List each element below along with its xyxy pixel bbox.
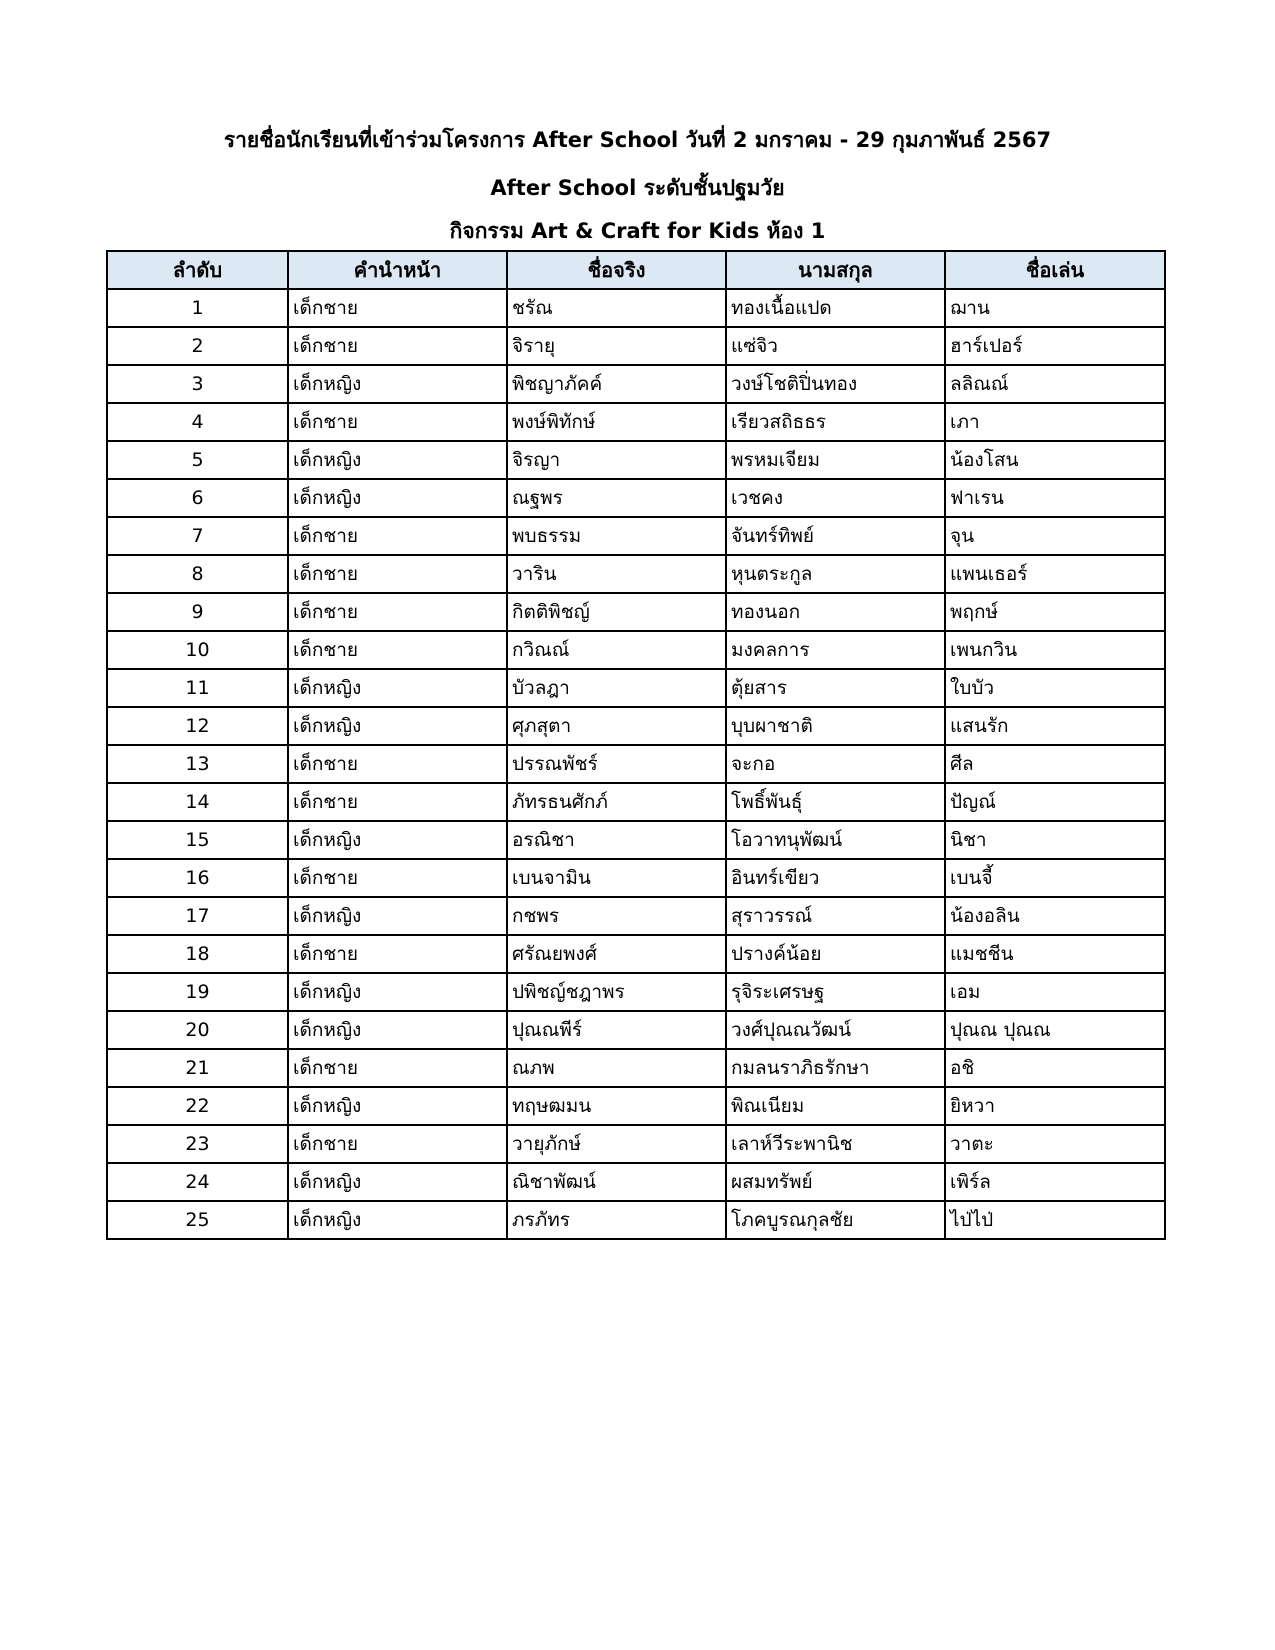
cell-nickname: แมชชีน xyxy=(945,935,1165,973)
cell-prefix: เด็กหญิง xyxy=(288,707,507,745)
cell-nickname: เพิร์ล xyxy=(945,1163,1165,1201)
document-subtitle: After School ระดับชั้นปฐมวัย xyxy=(490,176,785,200)
cell-number: 12 xyxy=(107,707,288,745)
cell-number: 7 xyxy=(107,517,288,555)
cell-nickname: เภา xyxy=(945,403,1165,441)
table-row xyxy=(107,327,1165,365)
table-body xyxy=(107,289,1165,1239)
cell-first-name: พิชญาภัคค์ xyxy=(507,365,726,403)
cell-number: 5 xyxy=(107,441,288,479)
header-row xyxy=(107,251,1165,289)
cell-first-name: กวิณณ์ xyxy=(507,631,726,669)
cell-first-name: เบนจามิน xyxy=(507,859,726,897)
cell-nickname: น้องโสน xyxy=(945,441,1165,479)
table-row xyxy=(107,441,1165,479)
cell-nickname: ฌาน xyxy=(945,289,1165,327)
cell-nickname: ไป่ไป่ xyxy=(945,1201,1165,1239)
cell-first-name: ศรัณยพงศ์ xyxy=(507,935,726,973)
cell-nickname: ลลิณณ์ xyxy=(945,365,1165,403)
cell-first-name: กชพร xyxy=(507,897,726,935)
cell-number: 14 xyxy=(107,783,288,821)
table-row xyxy=(107,1201,1165,1239)
cell-number: 8 xyxy=(107,555,288,593)
cell-first-name: วายุภักษ์ xyxy=(507,1125,726,1163)
cell-prefix: เด็กหญิง xyxy=(288,441,507,479)
cell-number: 4 xyxy=(107,403,288,441)
cell-last-name: วงษ์โชติปิ่นทอง xyxy=(726,365,945,403)
cell-first-name: กิตติพิชญ์ xyxy=(507,593,726,631)
table-row xyxy=(107,1087,1165,1125)
cell-number: 16 xyxy=(107,859,288,897)
cell-prefix: เด็กชาย xyxy=(288,517,507,555)
cell-prefix: เด็กหญิง xyxy=(288,1163,507,1201)
table-row xyxy=(107,631,1165,669)
cell-nickname: ปัญณ์ xyxy=(945,783,1165,821)
cell-last-name: จะกอ xyxy=(726,745,945,783)
cell-first-name: พงษ์พิทักษ์ xyxy=(507,403,726,441)
cell-prefix: เด็กหญิง xyxy=(288,1201,507,1239)
cell-first-name: ณภพ xyxy=(507,1049,726,1087)
cell-nickname: เอม xyxy=(945,973,1165,1011)
column-header-number: ลำดับ xyxy=(107,251,288,289)
cell-prefix: เด็กชาย xyxy=(288,859,507,897)
cell-prefix: เด็กชาย xyxy=(288,555,507,593)
cell-number: 22 xyxy=(107,1087,288,1125)
table-row xyxy=(107,1049,1165,1087)
cell-nickname: ฮาร์เปอร์ xyxy=(945,327,1165,365)
cell-number: 24 xyxy=(107,1163,288,1201)
cell-first-name: ชรัณ xyxy=(507,289,726,327)
cell-prefix: เด็กชาย xyxy=(288,593,507,631)
cell-first-name: ณฐพร xyxy=(507,479,726,517)
cell-first-name: ภัทรธนศักภ์ xyxy=(507,783,726,821)
cell-last-name: พิณเนียม xyxy=(726,1087,945,1125)
cell-nickname: ใบบัว xyxy=(945,669,1165,707)
table-row xyxy=(107,555,1165,593)
table-row xyxy=(107,1125,1165,1163)
cell-prefix: เด็กชาย xyxy=(288,403,507,441)
cell-prefix: เด็กชาย xyxy=(288,289,507,327)
cell-prefix: เด็กชาย xyxy=(288,631,507,669)
cell-prefix: เด็กหญิง xyxy=(288,669,507,707)
cell-prefix: เด็กชาย xyxy=(288,1125,507,1163)
cell-first-name: ปพิชญ์ชฎาพร xyxy=(507,973,726,1011)
table-row xyxy=(107,1163,1165,1201)
cell-last-name: วงศ์ปุณณวัฒน์ xyxy=(726,1011,945,1049)
column-header-first-name: ชื่อจริง xyxy=(507,251,726,289)
cell-first-name: วาริน xyxy=(507,555,726,593)
cell-first-name: ณิชาพัฒน์ xyxy=(507,1163,726,1201)
cell-last-name: ทองเนื้อแปด xyxy=(726,289,945,327)
cell-last-name: บุบผาชาติ xyxy=(726,707,945,745)
table-row xyxy=(107,593,1165,631)
cell-last-name: โอวาทนุพัฒน์ xyxy=(726,821,945,859)
cell-nickname: นิชา xyxy=(945,821,1165,859)
cell-nickname: ปุณณ ปุณณ xyxy=(945,1011,1165,1049)
cell-prefix: เด็กหญิง xyxy=(288,897,507,935)
student-roster-table xyxy=(106,250,1166,1240)
cell-last-name: รุจิระเศรษฐ xyxy=(726,973,945,1011)
cell-last-name: พรหมเจียม xyxy=(726,441,945,479)
table-row xyxy=(107,517,1165,555)
cell-last-name: ทองนอก xyxy=(726,593,945,631)
cell-prefix: เด็กหญิง xyxy=(288,1087,507,1125)
cell-last-name: เรียวสถิธธร xyxy=(726,403,945,441)
cell-last-name: จันทร์ทิพย์ xyxy=(726,517,945,555)
cell-prefix: เด็กหญิง xyxy=(288,479,507,517)
cell-first-name: จิรญา xyxy=(507,441,726,479)
cell-last-name: เวชคง xyxy=(726,479,945,517)
cell-number: 9 xyxy=(107,593,288,631)
table-row xyxy=(107,365,1165,403)
cell-first-name: ปุณณพีร์ xyxy=(507,1011,726,1049)
cell-nickname: จุน xyxy=(945,517,1165,555)
cell-last-name: ตุ้ยสาร xyxy=(726,669,945,707)
cell-number: 18 xyxy=(107,935,288,973)
cell-prefix: เด็กชาย xyxy=(288,327,507,365)
cell-prefix: เด็กชาย xyxy=(288,745,507,783)
cell-nickname: แสนรัก xyxy=(945,707,1165,745)
cell-nickname: น้องอลิน xyxy=(945,897,1165,935)
column-header-nickname: ชื่อเล่น xyxy=(945,251,1165,289)
table-row xyxy=(107,707,1165,745)
cell-last-name: หุนตระกูล xyxy=(726,555,945,593)
cell-first-name: อรณิชา xyxy=(507,821,726,859)
column-header-last-name: นามสกุล xyxy=(726,251,945,289)
cell-number: 25 xyxy=(107,1201,288,1239)
cell-number: 21 xyxy=(107,1049,288,1087)
cell-last-name: อินทร์เขียว xyxy=(726,859,945,897)
cell-nickname: เบนจี้ xyxy=(945,859,1165,897)
cell-last-name: แซ่จิว xyxy=(726,327,945,365)
cell-last-name: มงคลการ xyxy=(726,631,945,669)
cell-prefix: เด็กหญิง xyxy=(288,1011,507,1049)
cell-nickname: ยิหวา xyxy=(945,1087,1165,1125)
table-row xyxy=(107,669,1165,707)
table-row xyxy=(107,403,1165,441)
activity-title: กิจกรรม Art & Craft for Kids ห้อง 1 xyxy=(449,219,826,243)
table-row xyxy=(107,859,1165,897)
cell-last-name: กมลนราภิธรักษา xyxy=(726,1049,945,1087)
cell-prefix: เด็กหญิง xyxy=(288,365,507,403)
cell-first-name: ปรรณพัชร์ xyxy=(507,745,726,783)
table-row xyxy=(107,973,1165,1011)
table-row xyxy=(107,935,1165,973)
cell-first-name: ทฤษฒมน xyxy=(507,1087,726,1125)
cell-first-name: พบธรรม xyxy=(507,517,726,555)
cell-last-name: ปรางค์น้อย xyxy=(726,935,945,973)
table-row xyxy=(107,745,1165,783)
cell-prefix: เด็กชาย xyxy=(288,1049,507,1087)
table-row xyxy=(107,479,1165,517)
cell-first-name: บัวลฎา xyxy=(507,669,726,707)
cell-number: 11 xyxy=(107,669,288,707)
table-row xyxy=(107,289,1165,327)
cell-last-name: เลาห์วีระพานิช xyxy=(726,1125,945,1163)
cell-number: 6 xyxy=(107,479,288,517)
table-row xyxy=(107,897,1165,935)
cell-number: 10 xyxy=(107,631,288,669)
table-row xyxy=(107,821,1165,859)
cell-prefix: เด็กหญิง xyxy=(288,973,507,1011)
cell-number: 1 xyxy=(107,289,288,327)
cell-last-name: สุราวรรณ์ xyxy=(726,897,945,935)
cell-nickname: แพนเธอร์ xyxy=(945,555,1165,593)
cell-nickname: อชิ xyxy=(945,1049,1165,1087)
cell-last-name: โพธิ์พันธุ์ xyxy=(726,783,945,821)
cell-nickname: ฟาเรน xyxy=(945,479,1165,517)
cell-last-name: ผสมทรัพย์ xyxy=(726,1163,945,1201)
cell-number: 2 xyxy=(107,327,288,365)
cell-number: 15 xyxy=(107,821,288,859)
table-row xyxy=(107,1011,1165,1049)
cell-number: 17 xyxy=(107,897,288,935)
cell-prefix: เด็กชาย xyxy=(288,935,507,973)
cell-number: 23 xyxy=(107,1125,288,1163)
cell-number: 3 xyxy=(107,365,288,403)
cell-prefix: เด็กชาย xyxy=(288,783,507,821)
cell-first-name: ภรภัทร xyxy=(507,1201,726,1239)
cell-number: 19 xyxy=(107,973,288,1011)
cell-nickname: เพนกวิน xyxy=(945,631,1165,669)
cell-number: 20 xyxy=(107,1011,288,1049)
cell-last-name: โภคบูรณกุลชัย xyxy=(726,1201,945,1239)
cell-number: 13 xyxy=(107,745,288,783)
column-header-prefix: คำนำหน้า xyxy=(288,251,507,289)
cell-nickname: พฤกษ์ xyxy=(945,593,1165,631)
cell-first-name: ศุภสุตา xyxy=(507,707,726,745)
document-title: รายชื่อนักเรียนที่เข้าร่วมโครงการ After School วันที่ 2 มกราคม - 29 กุมภาพันธ์ 2567 xyxy=(223,128,1052,152)
cell-nickname: วาตะ xyxy=(945,1125,1165,1163)
cell-first-name: จิรายุ xyxy=(507,327,726,365)
table-row xyxy=(107,783,1165,821)
cell-prefix: เด็กหญิง xyxy=(288,821,507,859)
cell-nickname: ศีล xyxy=(945,745,1165,783)
table-header xyxy=(107,251,1165,289)
